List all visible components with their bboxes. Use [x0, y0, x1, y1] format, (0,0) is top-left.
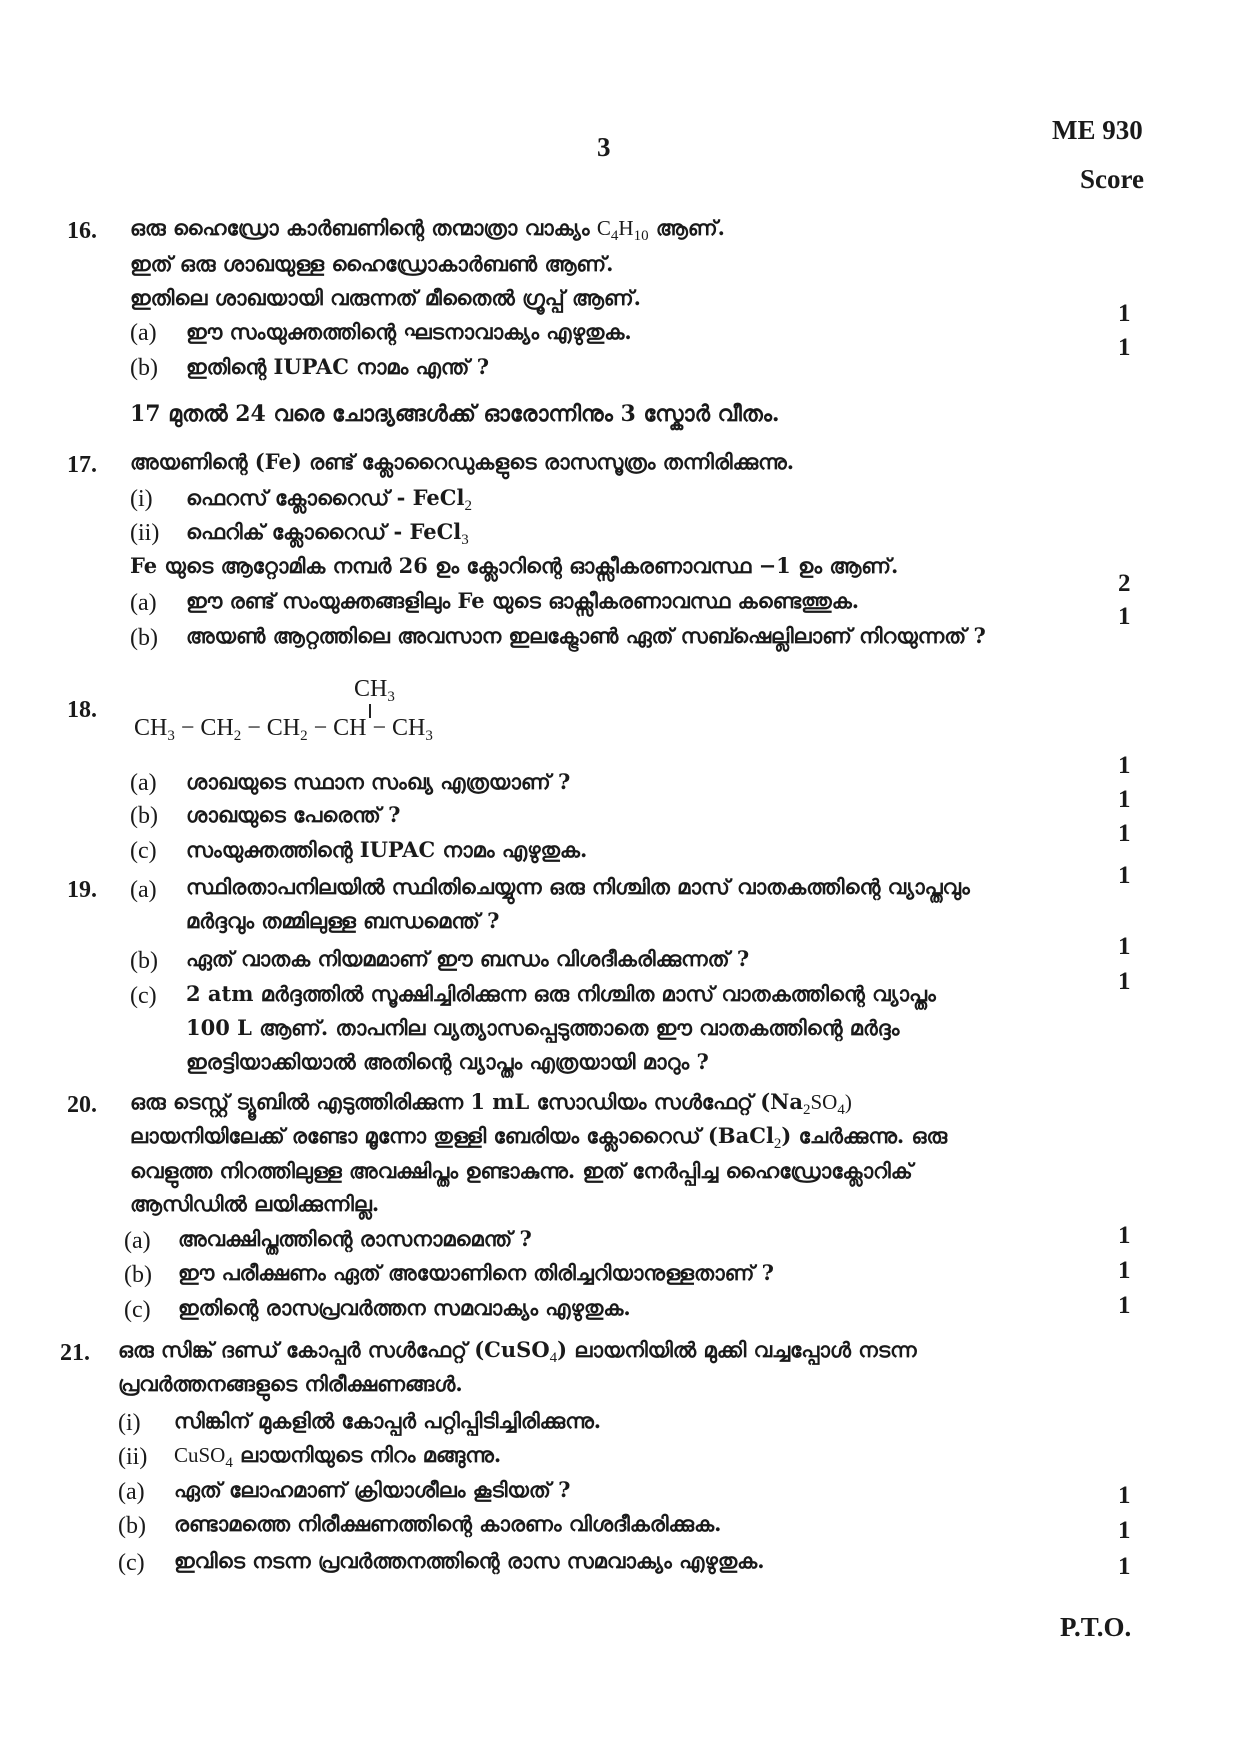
q21-label-a: (a)	[118, 1479, 145, 1505]
q20-stem-line-1: ഒരു ടെസ്റ്റ് ട്യൂബിൽ എടുത്തിരിക്കുന്ന 1 mL സോഡിയം സൾഫേറ്റ് $(Na_2SO_4)$	[130, 1089, 852, 1118]
q17-label-b: (b)	[130, 625, 158, 651]
q21-score-b: 1	[1118, 1517, 1131, 1544]
q16-score-a: 1	[1118, 300, 1131, 327]
q20-part-a: അവക്ഷിപ്തത്തിന്റെ രാസനാമമെന്ത് ?	[178, 1226, 532, 1251]
q16-stem-line-2: ഇത് ഒരു ശാഖയുള്ള ഹൈഡ്രോകാർബൺ ആണ്.	[130, 251, 614, 276]
q21-stem-line-2: പ്രവർത്തനങ്ങളുടെ നിരീക്ഷണങ്ങൾ.	[118, 1371, 463, 1396]
q21-label-c: (c)	[118, 1550, 145, 1576]
q21-part-c: ഇവിടെ നടന്ന പ്രവർത്തനത്തിന്റെ രാസ സമവാക്യം എഴുതുക.	[174, 1548, 765, 1573]
question-number-16: 16.	[67, 218, 97, 244]
q21-label-i: (i)	[118, 1410, 141, 1436]
q20-label-b: (b)	[124, 1262, 152, 1288]
q18-label-a: (a)	[130, 770, 157, 796]
q21-score-a: 1	[1118, 1482, 1131, 1509]
q18-part-b: ശാഖയുടെ പേരെന്ത് ?	[186, 802, 401, 827]
q17-score-a: 2	[1118, 570, 1131, 597]
q17-ferrous-chloride: ഫെറസ് ക്ലോറൈഡ് - FeCl$_2$	[186, 485, 472, 514]
q20-part-b: ഈ പരീക്ഷണം ഏത് അയോണിനെ തിരിച്ചറിയാനുള്ളതാണ് ?	[178, 1260, 774, 1285]
q21-observation-i: സിങ്കിന് മുകളിൽ കോപ്പർ പറ്റിപ്പിടിച്ചിരിക്കുന്നു.	[174, 1408, 602, 1433]
q18-part-c: സംയുക്തത്തിന്റെ IUPAC നാമം എഴുതുക.	[186, 837, 588, 862]
q19-part-c-line-2: 100 L ആണ്. താപനില വ്യത്യാസപ്പെടുത്താതെ ഈ വാതകത്തിന്റെ മർദ്ദം	[186, 1015, 900, 1040]
q21-observation-ii: CuSO$_4$ ലായനിയുടെ നിറം മങ്ങുന്നു.	[174, 1442, 502, 1471]
q21-stem-line-1: ഒരു സിങ്ക് ദണ്ഡ് കോപ്പർ സൾഫേറ്റ് (CuSO$_4$) ലായനിയിൽ മുക്കി വച്ചപ്പോൾ നടന്ന	[118, 1337, 917, 1366]
q17-label-ii: (ii)	[130, 520, 160, 546]
q19-part-c-line-3: ഇരട്ടിയാക്കിയാൽ അതിന്റെ വ്യാപ്തം എത്രയായി മാറും ?	[186, 1049, 709, 1074]
q16-label-b: (b)	[130, 355, 158, 381]
q20-label-c: (c)	[124, 1297, 151, 1323]
q16-part-b: ഇതിന്റെ IUPAC നാമം എന്ത് ?	[186, 354, 490, 379]
q18-score-c: 1	[1118, 820, 1131, 847]
q16-part-a: ഈ സംയുക്തത്തിന്റെ ഘടനാവാക്യം എഴുതുക.	[186, 319, 632, 344]
q17-score-b: 1	[1118, 603, 1131, 630]
q17-stem-line-1: അയണിന്റെ (Fe) രണ്ട് ക്ലോറൈഡുകളുടെ രാസസൂത്രം തന്നിരിക്കുന്നു.	[130, 449, 795, 474]
q17-ferric-chloride: ഫെറിക് ക്ലോറൈഡ് - FeCl$_3$	[186, 519, 469, 548]
q19-part-a-line-2: മർദ്ദവും തമ്മിലുള്ള ബന്ധമെന്ത് ?	[186, 908, 500, 933]
q18-label-c: (c)	[130, 838, 157, 864]
question-number-19: 19.	[67, 877, 97, 903]
q21-label-b: (b)	[118, 1513, 146, 1539]
score-label: Score	[1080, 164, 1144, 194]
q19-score-c: 1	[1118, 968, 1131, 995]
q21-score-c: 1	[1118, 1553, 1131, 1580]
q19-part-c-line-1: 2 atm മർദ്ദത്തിൽ സൂക്ഷിച്ചിരിക്കുന്ന ഒരു നിശ്ചിത മാസ് വാതകത്തിന്റെ വ്യാപ്തം	[186, 981, 936, 1006]
q19-label-c: (c)	[130, 983, 157, 1009]
page-number: 3	[597, 132, 611, 162]
q20-score-c: 1	[1118, 1292, 1131, 1319]
q18-score-a: 1	[1118, 752, 1131, 779]
q17-label-i: (i)	[130, 486, 153, 512]
q19-label-b: (b)	[130, 948, 158, 974]
q18-branch-ch3: $CH_3$	[354, 676, 395, 705]
q16-stem-line-1: ഒരു ഹൈഡ്രോ കാർബണിന്റെ തന്മാത്രാ വാക്യം $C_4H_{10}$ ആണ്.	[130, 215, 725, 244]
q17-part-b: അയൺ ആറ്റത്തിലെ അവസാന ഇലക്ട്രോൺ ഏത് സബ്ഷെല്ലിലാണ് നിറയുന്നത് ?	[186, 623, 986, 648]
q17-stem-line-4: Fe യുടെ ആറ്റോമിക നമ്പർ 26 ഉം ക്ലോറിന്റെ ഓക്സീകരണാവസ്ഥ −1 ഉം ആണ്.	[130, 553, 899, 578]
q18-label-b: (b)	[130, 803, 158, 829]
q20-stem-line-3: വെളുത്ത നിറത്തിലുള്ള അവക്ഷിപ്തം ഉണ്ടാകുന്നു. ഇത് നേർപ്പിച്ച ഹൈഡ്രോക്ലോറിക്	[130, 1158, 913, 1183]
q21-label-ii: (ii)	[118, 1444, 148, 1470]
q16-score-b: 1	[1118, 334, 1131, 361]
section-instruction: 17 മുതൽ 24 വരെ ചോദ്യങ്ങൾക്ക് ഓരോന്നിനും 3 സ്കോർ വീതം.	[130, 401, 780, 427]
q19-part-a-line-1: സ്ഥിരതാപനിലയിൽ സ്ഥിതിചെയ്യുന്ന ഒരു നിശ്ചിത മാസ് വാതകത്തിന്റെ വ്യാപ്തവും	[186, 874, 970, 899]
q20-part-c: ഇതിന്റെ രാസപ്രവർത്തന സമവാക്യം എഴുതുക.	[178, 1295, 631, 1320]
q18-main-chain: $CH_3 - CH_2 - CH_2$ − CH − $CH_3$	[134, 715, 433, 744]
q21-part-a: ഏത് ലോഹമാണ് ക്രിയാശീലം കൂടിയത് ?	[174, 1477, 571, 1502]
q18-part-a: ശാഖയുടെ സ്ഥാന സംഖ്യ എത്രയാണ് ?	[186, 769, 571, 794]
q19-score-b: 1	[1118, 933, 1131, 960]
question-number-21: 21.	[60, 1340, 90, 1366]
pto-footer: P.T.O.	[1060, 1612, 1132, 1642]
q20-label-a: (a)	[124, 1228, 151, 1254]
q20-score-b: 1	[1118, 1257, 1131, 1284]
q21-part-b: രണ്ടാമത്തെ നിരീക്ഷണത്തിന്റെ കാരണം വിശദീകരിക്കുക.	[174, 1511, 722, 1536]
q16-label-a: (a)	[130, 320, 157, 346]
q20-stem-line-2: ലായനിയിലേക്ക് രണ്ടോ മൂന്നോ തുള്ളി ബേരിയം ക്ലോറൈഡ് (BaCl$_2$) ചേർക്കുന്നു. ഒരു	[130, 1123, 948, 1152]
q19-label-a: (a)	[130, 877, 157, 903]
q17-label-a: (a)	[130, 590, 157, 616]
question-number-20: 20.	[67, 1092, 97, 1118]
q19-score-a: 1	[1118, 862, 1131, 889]
q17-part-a: ഈ രണ്ട് സംയുക്തങ്ങളിലും Fe യുടെ ഓക്സീകരണാവസ്ഥ കണ്ടെത്തുക.	[186, 588, 860, 613]
q20-score-a: 1	[1118, 1222, 1131, 1249]
q19-part-b: ഏത് വാതക നിയമമാണ് ഈ ബന്ധം വിശദീകരിക്കുന്നത് ?	[186, 946, 750, 971]
question-number-17: 17.	[67, 452, 97, 478]
q20-stem-line-4: ആസിഡിൽ ലയിക്കുന്നില്ല.	[130, 1191, 380, 1216]
q16-stem-line-3: ഇതിലെ ശാഖയായി വരുന്നത് മീതൈൽ ഗ്രൂപ്പ് ആണ്.	[130, 285, 641, 310]
paper-code: ME 930	[1052, 115, 1143, 145]
question-number-18: 18.	[67, 697, 97, 723]
q18-score-b: 1	[1118, 786, 1131, 813]
